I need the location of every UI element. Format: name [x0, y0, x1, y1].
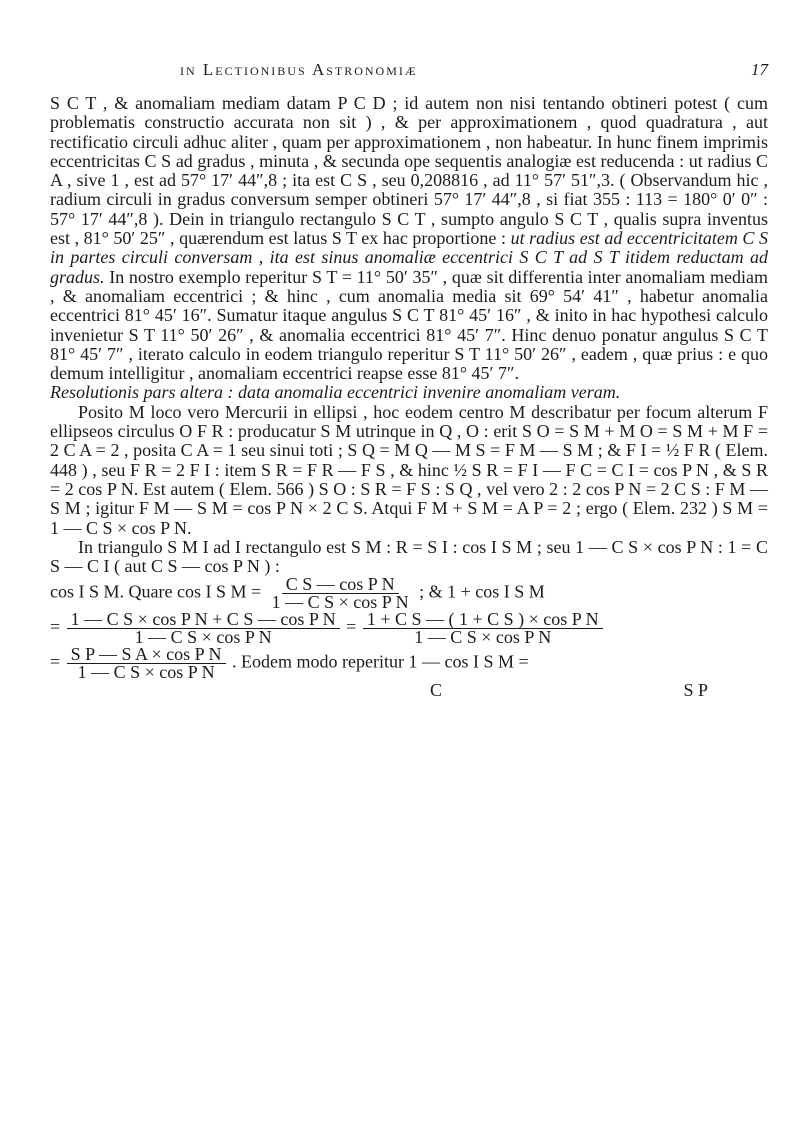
formula-tail: . Eodem modo reperitur 1 — cos I S M =: [232, 652, 529, 673]
running-title: in Lectionibus Astronomiæ: [180, 60, 418, 79]
page-number: 17: [751, 60, 768, 79]
fraction-denominator: 1 — C S × cos P N: [414, 627, 552, 648]
fraction-numerator: S P — S A × cos P N: [67, 646, 226, 664]
formula-tail: ; & 1 + cos I S M: [419, 582, 545, 603]
paragraph-1-text: S C T , & anomaliam mediam datam P C D ; id autem non nisi tentando obtineri potest ( cum problematis constructio accurata non sit ) , & per approximationem , quod quadratura , aut rectificatio circuli adhuc aliter , quam per approximationem , non habeatur. In hunc finem imprimis eccentricitas C S ad gradus , minuta , & secunda ope sequentis analogiæ est reducenda : ut radius C A , sive 1 , est ad 57° 17′ 44″,8 ; ita est C S , seu 0,208816 , ad 11° 57′ 51″,3. ( Observandum hic , radium circuli in gradus conversum semper obtineri 57° 17′ 44″,8 , si fiat 355 : 113 = 180° 0′ 0″ : 57° 17′ 44″,8 ). Dein in triangulo rectangulo S C T , sumpto angulo S C T , qualis supra inventus est , 81° 50′ 25″ , quærendum est latus S T ex hac proportione :: [50, 93, 768, 249]
fraction-a: [67, 611, 340, 646]
catchword-right: S P: [683, 680, 708, 701]
fraction-cos-ism: [268, 576, 413, 611]
paragraph-1-italic: ut radius est ad eccentricitatem C S in partes circuli conversam , ita est sinus anomaliæ eccentrici S C T ad S T itidem reductam ad gradus.: [50, 228, 768, 287]
catchword-left: C: [430, 680, 443, 701]
fraction-denominator: 1 — C S × cos P N: [77, 662, 215, 683]
section-heading: Resolutionis pars altera : data anomalia eccentrici invenire anomaliam veram.: [50, 382, 621, 403]
formula-cos-ism: [50, 576, 768, 611]
running-head: [180, 60, 768, 80]
fraction-sp: [67, 646, 226, 681]
formula-sp: = $\frac{\text{S P — S A × cos P N}}{\text{1 — C S × cos P N}}$ . Eodem modo reperitur 1 — cos I S M =: [50, 644, 529, 683]
paragraph-3: In triangulo S M I ad I rectangulo est S M : R = S I : cos I S M ; seu 1 — C S × cos P N : 1 = C S — C I ( aut C S — cos P N ) :: [50, 536, 768, 577]
paragraph-2: Posito M loco vero Mercurii in ellipsi , hoc eodem centro M describatur per focum alterum F ellipseos circulus O F R : producatur S M utrinque in Q , O : erit S O = S M + M O = S M + M F = 2 C A = 2 , posita C A = 1 seu sinui toti ; S Q = M Q — M S = F M — S M ; & F I = ½ F R ( Elem. 448 ) , seu F R = 2 F I : item S R = F R — F S , & hinc ½ S R = F I — F C = C I = cos P N , & S R = 2 cos P N. Est autem ( Elem. 566 ) S O : S R = F S : S Q , vel vero 2 : 2 cos P N = 2 C S : F M — S M ; igitur F M — S M = cos P N × 2 C S. Atqui F M + S M = A P = 2 ; ergo ( Elem. 232 ) S M = 1 — C S × cos P N.: [50, 401, 768, 538]
fraction-b: [363, 611, 603, 646]
fraction-numerator: 1 + C S — ( 1 + C S ) × cos P N: [363, 611, 603, 629]
formula-one-plus-cos: = $\frac{\text{1 — C S × cos P N + C S — cos P N}}{\text{1 — C S × cos P N}}$ = $\frac{\text{1 + C S — ( 1 + C S ) × cos P N}}{\text{1 — C S × cos P N}}$: [50, 611, 768, 646]
fraction-denominator: 1 — C S × cos P N: [271, 592, 409, 613]
fraction-numerator: C S — cos P N: [282, 576, 399, 594]
formula-lead: cos I S M. Quare cos I S M =: [50, 582, 262, 603]
fraction-denominator: 1 — C S × cos P N: [134, 627, 272, 648]
paragraph-1: [50, 94, 768, 383]
fraction-numerator: 1 — C S × cos P N + C S — cos P N: [67, 611, 340, 629]
body-text: [50, 94, 768, 701]
catchword-line: [50, 681, 768, 700]
paragraph-1-end: In nostro exemplo reperitur S T = 11° 50′ 35″ , quæ sit differentia inter anomaliam mediam , & anomaliam eccentrici ; & hinc , cum anomalia media sit 69° 54′ 41″ , habetur anomalia eccentrici 81° 45′ 16″. Sumatur itaque angulus S C T 81° 45′ 16″ , & inito in hac hypothesi calculo invenietur S T 11° 50′ 26″ , & anomalia eccentrici 81° 45′ 7″. Hinc denuo ponatur angulus S C T 81° 45′ 7″ , iterato calculo in eodem triangulo reperitur S T 11° 50′ 26″ , eadem , quæ prius : e quo demum intelligitur , anomaliam eccentrici reapse esse 81° 45′ 7″.: [50, 266, 768, 384]
